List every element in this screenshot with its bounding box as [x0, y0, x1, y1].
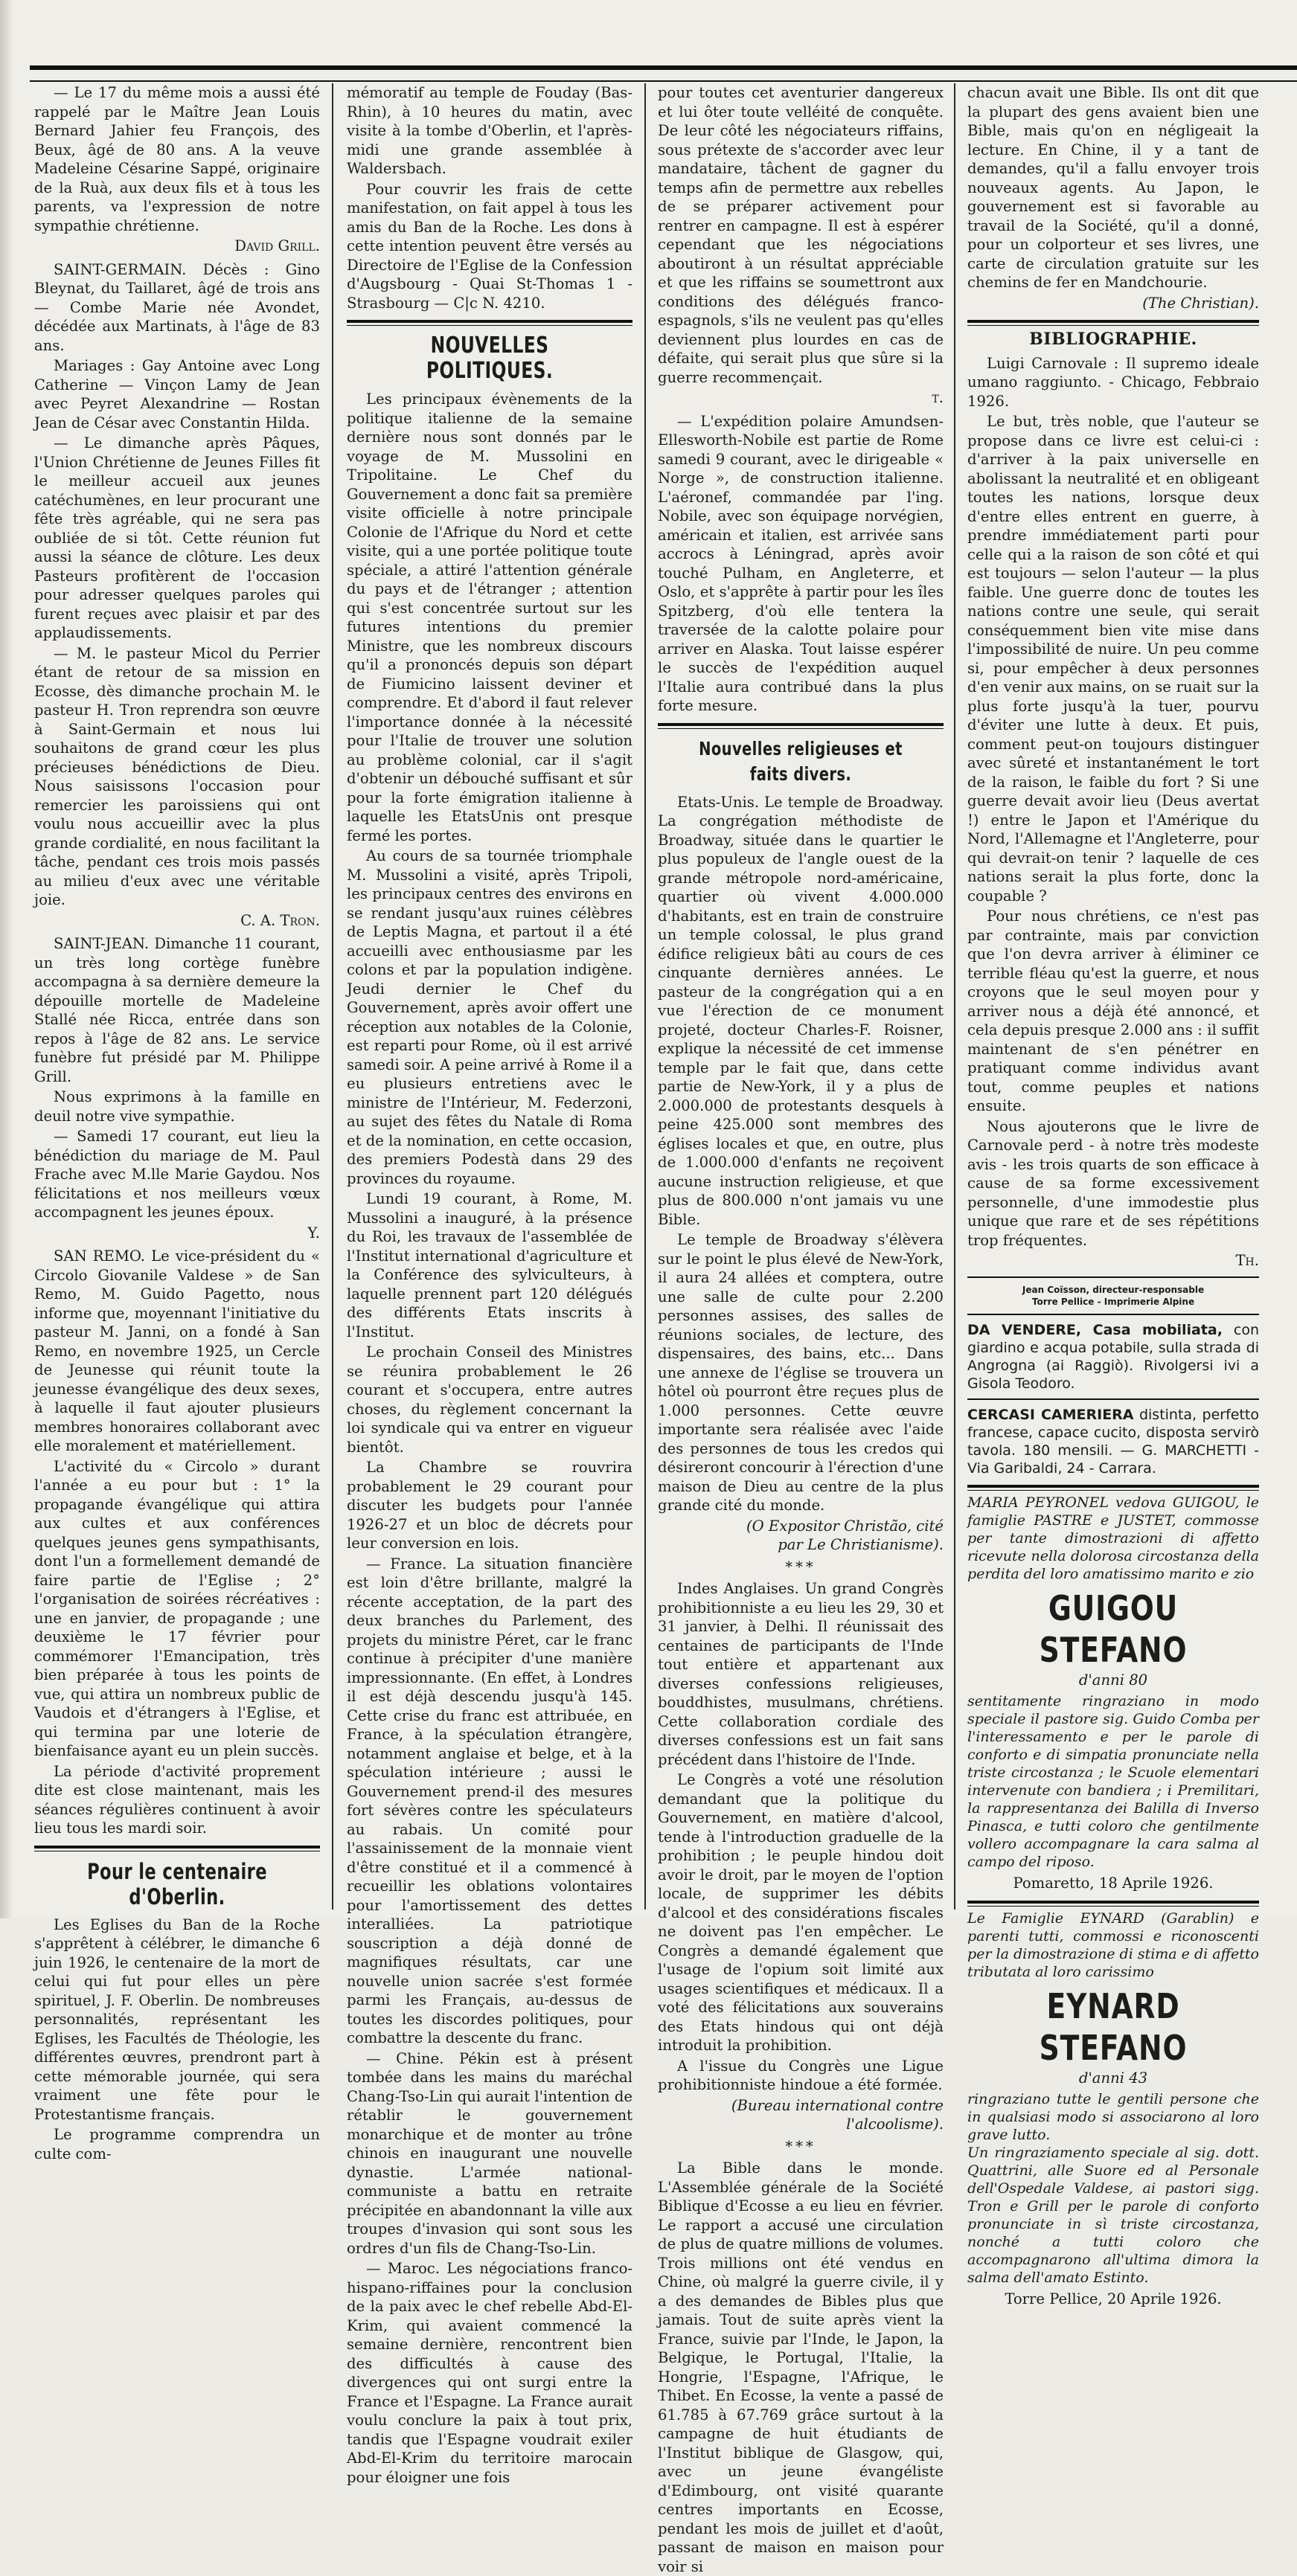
article-paragraph: — Le dimanche après Pâques, l'Union Chrétienne de Jeunes Filles fit le meilleur accueil aux jeunes catéchumènes, en leur procurant une fête très agréable, qui ne sera pas oubliée de si tôt. Cette réunion fut aussi la séance de clôture. Les deux Pasteurs profitèrent de l'occasion pour adresser quelques paroles qui furent reçues avec plaisir et par des applaudissements.	[34, 434, 320, 641]
section-rule	[967, 1901, 1259, 1907]
source-credit: (O Expositor Christão, cité	[746, 1517, 944, 1535]
article-paragraph: Etats-Unis. Le temple de Broadway. La congrégation méthodiste de Broadway, située dans le quartier le plus populeux de l'angle ouest de la grande métropole nord-américaine, quartier où vivent 4.000.000 d'habitants, est en train de construire un temple colossal, le plus grand édifice religieux bâti au cours de ces cinquante dernières années. Le pasteur de la congrégation qui a en vue l'érection de ce monument projeté, docteur Charles-F. Roisner, explique la nécessité de cet immense temple par le fait que, dans cette partie de New-York, il y a plus de 2.000.000 de protestants desquels à peine 425.000 sont membres des églises locales et que, en outre, plus de 1.000.000 d'enfants ne reçoivent aucune instruction religieuse, et que plus de 800.000 n'ont jamais vu une Bible.	[658, 793, 944, 1228]
article-paragraph: Le programme comprendra un culte com-	[34, 2126, 320, 2162]
page-edge-shadow	[0, 0, 13, 1918]
classified-ad-job	[967, 1406, 1259, 1477]
column-2	[347, 83, 633, 2486]
classified-ad-sale	[967, 1321, 1259, 1393]
obituary-age: d'anni 80	[1078, 1671, 1148, 1689]
article-paragraph: La période d'activité proprement dite est close maintenant, mais les séances régulières continuent à avoir lieu tous les mardi soir.	[34, 1762, 320, 1837]
article-paragraph: Les principaux évènements de la politique italienne de la semaine dernière nous sont donnés par le voyage de M. Mussolini en Tripolitaine. Le Chef du Gouvernement a donc fait sa première visite officielle à notre principale Colonie de l'Afrique du Nord et cette visite, qui a une portée politique toute spéciale, a attiré l'attention générale du pays et de l'étranger ; attention qui s'est concentrée surtout sur les futures intentions du premier Ministre, que les nombreux discours qu'il a prononcés depuis son départ de Fiumicino laissent deviner et comprendre. Et d'abord il faut relever l'importance donnée à la nécessité pour l'Italie de trouver une solution au problème colonial, car il s'agit d'obtenir un débouché suffisant et sûr pour la forte émigration italienne à laquelle les EtatsUnis ont presque fermé les portes.	[347, 391, 633, 844]
ad-body: con giardino e acqua potabile, sulla strada di Angrogna (ai Raggiò). Rivolgersi ivi a Gisola Teodoro.	[967, 1321, 1259, 1392]
article-paragraph: Au cours de sa tournée triomphale M. Mussolini a visité, après Tripoli, les principaux centres des environs en se rendant jusqu'aux ruines célèbres de Leptis Magna, et partout il a été accueilli avec enthousiasme par les colons et par la population indigène. Jeudi dernier le Chef du Gouvernement, après avoir offert une réception aux notables de la Colonie, est reparti pour Rome, où il est arrivé samedi soir. A peine arrivé à Rome il a eu plusieurs entretiens avec le ministre de l'Intérieur, M. Federzoni, au sujet des fêtes du Natale di Roma et de la nomination, en cette occasion, des premiers Podestà dans 29 des provinces du royaume.	[347, 847, 633, 1187]
bibliography-heading: BIBLIOGRAPHIE.	[1029, 330, 1197, 349]
article-paragraph: Mariages : Gay Antoine avec Long Catherine — Vinçon Lamy de Jean avec Peyret Alexandrine — Rostan Jean de César avec Constantin Hilda.	[34, 357, 320, 431]
source-credit: (The Christian).	[1142, 294, 1259, 312]
article-paragraph: pour toutes cet aventurier dangereux et lui ôter toute velléité de conquête. De leur côté les négociateurs riffains, sous prétexte de s'accorder avec leur mandataire, tâchent de gagner du temps afin de permettre aux rebelles de se préparer activement pour rentrer en campagne. Il est à espérer cependant que les négociations aboutiront à un résultat appréciable et que les riffains se soumettront aux conditions des délégués franco-espagnols, s'ils ne veulent pas qu'elles deviennent plus lourdes en cas de défaite, qui serait plus que sûre si la guerre recommençait.	[658, 84, 944, 386]
column-divider	[644, 83, 646, 1909]
article-paragraph: Le prochain Conseil des Ministres se réunira probablement le 26 courant et s'occupera, entre autres choses, du règlement concernant la loi syndicale qui va entrer en vigueur bientôt.	[347, 1343, 633, 1456]
article-paragraph: Indes Anglaises. Un grand Congrès prohibitionniste a eu lieu les 29, 30 et 31 janvier, à Delhi. Il réunissait des centaines de participants de l'Inde tout entière et appartenant aux diverses confessions religieuses, bouddhistes, musulmans, chrétiens. Cette collaboration cordiale des diverses confessions est un fait sans précédent dans l'histoire de l'Inde.	[658, 1580, 944, 1768]
article-paragraph: Lundi 19 courant, à Rome, M. Mussolini a inauguré, à la présence du Roi, les travaux de l'assemblée de l'Institut international d'agriculture et la Conférence des sylviculteurs, à laquelle prennent part 120 délégués des différents Etats inscrits à l'Institut.	[347, 1190, 633, 1340]
column-divider	[332, 83, 333, 1909]
obituary-place-date: Pomaretto, 18 Aprile 1926.	[1013, 1875, 1214, 1892]
religion-heading: Nouvelles religieuses et faits divers.	[699, 737, 903, 785]
imprint-printer: Torre Pellice - Imprimerie Alpine	[1031, 1296, 1195, 1307]
signature: t.	[932, 389, 944, 406]
obituary-notice-intro: Le Famiglie EYNARD (Garablin) e parenti tutti, commossi e riconoscenti per la dimostrazione di stima e di affetto tributata al loro carissimo	[967, 1909, 1259, 1980]
article-paragraph: Les Eglises du Ban de la Roche s'apprêtent à célébrer, le dimanche 6 juin 1926, le centenaire de la mort de celui qui fut pour elles un père spirituel, J. F. Oberlin. De nombreuses personnalités, représentant les Eglises, les Facultés de Théologie, les différentes œuvres, prendront part à cette mémorable journée, qui sera vraiment une fête pour le Protestantisme français.	[34, 1915, 320, 2123]
article-paragraph: — Maroc. Les négociations franco-hispano-riffaines pour la conclusion de la paix avec le chef rebelle Abd-El-Krim, qui avaient commencé la semaine dernière, rencontrent bien des difficultés à cause des divergences qui ont surgi entre la France et l'Espagne. La France aurait voulu conclure la paix à tout prix, tandis que l'Espagne voudrait exiler Abd-El-Krim du territoire marocain pour éloigner une fois	[347, 2260, 633, 2486]
article-paragraph: L'activité du « Circolo » durant l'année a eu pour but : 1° la propagande évangélique qui attira aux cultes et aux conférences quelques jeunes gens sympathisants, dont l'un a formellement demandé de faire partie de l'Eglise ; 2° l'organisation de soirées récréatives : une en janvier, de propagande ; une deuxième le 17 février pour commémorer l'Emancipation, très bien préparée à tous les points de vue, qui attira un nombreux public de Vaudois et d'étrangers à l'Eglise, et qui termina par une loterie de bienfaisance ayant eu un plein succès.	[34, 1457, 320, 1759]
source-credit: (Bureau international contre l'alcoolisme).	[731, 2096, 944, 2133]
column-4	[967, 83, 1259, 2307]
article-paragraph: SAN REMO. Le vice-président du « Circolo Giovanile Valdese » de San Remo, M. Guido Pagetto, nous informe que, moyennant l'initiative du pasteur M. Janni, on a fondé à San Remo, en novembre 1925, un Cercle de Jeunesse qui réunit toute la jeunesse évangélique des deux sexes, à laquelle il faut ajouter plusieurs membres honoraires collaborant avec elle moralement et matériellement.	[34, 1247, 320, 1454]
article-paragraph: La Chambre se rouvrira probablement le 29 courant pour discuter les budgets pour l'année 1926-27 et un bloc de décrets pour leur conversion en lois.	[347, 1459, 633, 1552]
obituary-age: d'anni 43	[1078, 2069, 1148, 2087]
section-rule	[967, 1276, 1259, 1278]
section-rule	[967, 1485, 1259, 1491]
article-paragraph: — Le 17 du même mois a aussi été rappelé par le Maître Jean Louis Bernard Jahier feu François, des Beux, âgé de 80 ans. A la veuve Madeleine Césarine Sappé, originaire de la Ruà, aux deux fils et à tous les parents, va l'expression de notre sympathie chrétienne.	[34, 84, 320, 234]
article-paragraph: Le but, très noble, que l'auteur se propose dans ce livre est celui-ci : d'arriver à la paix universelle en abolissant la neutralité et en obligeant toutes les nations, lorsque deux d'entre elles entrent en guerre, à prendre immédiatement parti pour celle qui a la raison de son côté et qui est toujours — selon l'auteur — la plus faible. Une guerre donc de toutes les nations contre une seule, qui serait conséquemment bien vite mise dans l'impossibilité de nuire. Un peu comme si, pour empêcher à deux personnes d'en venir aux mains, on se ruait sur la plus forte jusqu'à la tuer, pourvu d'éviter une lutte à deux. Et puis, comment peut-on toujours distinguer avec sûreté et instantanément le tort de la raison, le faible du fort ? Si une guerre devait avoir lieu (Deus avertat !) entre le Japon et l'Amérique du Nord, l'Allemagne et l'Angleterre, pour qui devrait-on tenir ? laquelle de ces nations serait la plus forte, donc la coupable ?	[967, 413, 1259, 905]
article-paragraph: Pour couvrir les frais de cette manifestation, on fait appel à tous les amis du Ban de la Roche. Les dons à cette intention peuvent être versés au Directoire de l'Eglise de la Confession d'Augsbourg - Quai St-Thomas 1 - Strasbourg — C|c N. 4210.	[347, 180, 633, 312]
signature: Th.	[1235, 1252, 1259, 1269]
article-paragraph: — France. La situation financière est loin d'être brillante, malgré la récente acceptation, de la part des deux branches du Parlement, des projets du ministre Péret, car le franc continue à précipiter d'une manière impressionnante. (En effet, à Londres il est déjà descendu jusqu'à 145. Cette crise du franc est attribuée, en France, à la spéculation étrangère, notamment anglaise et belge, et à la spéculation intérieure ; aussi le Gouvernement prend-il des mesures fort sévères contre les spéculateurs au rabais. Un comité pour l'assainissement de la monnaie vient d'être constitué et il a commencé à recueillir les oblations volontaires pour l'amortissement des dettes interalliées. La patriotique souscription a déjà donné de magnifiques résultats, car une nouvelle union sacrée s'est formée parmi les Français, au-dessus de toutes les discordes politiques, pour combattre la descente du franc.	[347, 1555, 633, 2046]
article-paragraph: La Bible dans le monde. L'Assemblée générale de la Société Biblique d'Ecosse a eu lieu en février. Le rapport a accusé une circulation de plus de quatre millions de volumes. Trois millions ont été vendus en Chine, où malgré la guerre civile, il y a des demandes de Bibles plus que jamais. Tout de suite après vient la France, suivie par l'Inde, le Japon, la Belgique, le Portugal, l'Italie, la Hongrie, l'Espagne, l'Afrique, le Thibet. En Ecosse, la vente a passé de 61.785 à 67.769 grâce surtout à la campagne de huit étudiants de l'Institut biblique de Glasgow, qui, avec un jeune évangéliste d'Edimbourg, ont visité quarante centres importants en Ecosse, pendant les mois de juillet et d'août, passant de maison en maison pour voir si	[658, 2159, 944, 2575]
source-credit: par Le Christianisme).	[778, 1536, 944, 1553]
section-rule	[967, 320, 1259, 326]
column-3	[658, 83, 944, 2575]
article-paragraph: — L'expédition polaire Amundsen-Ellesworth-Nobile est partie de Rome samedi 9 courant, avec le dirigeable « Norge », de construction italienne. L'aéronef, commandée par l'ing. Nobile, avec son équipage norvégien, américain et italien, est arrivée sans accrocs à Léningrad, après avoir touché Pulham, en Angleterre, et Oslo, et s'apprête à partir pour les îles Spitzberg, d'où elle tentera la traversée de la calotte polaire pour arriver en Alaska. Tout laisse espérer le succès de l'expédition auquel l'Italie aura contribué dans la plus forte mesure.	[658, 412, 944, 714]
oberlin-heading: Pour le centenaire d'Oberlin.	[87, 1858, 267, 1909]
article-paragraph: Nous exprimons à la famille en deuil notre vive sympathie.	[34, 1088, 320, 1125]
article-paragraph: Le Congrès a voté une résolution demandant que la politique du Gouvernement, en matière d'alcool, tende à l'introduction graduelle de la prohibition ; le peuple hindou doit avoir le droit, par le moyen de l'option locale, de supprimer les débits d'alcool et des considérations fiscales ne doivent pas l'en empêcher. Le Congrès a demandé également que l'usage de l'opium soit limité aux usages scientifiques et médicaux. Il a voté des félicitations aux souverains des Etats hindous qui ont déjà introduit la prohibition.	[658, 1771, 944, 2054]
article-paragraph: mémoratif au temple de Fouday (Bas-Rhin), à 10 heures du matin, avec visite à la tombe d'Oberlin, et l'après-midi une grande assemblée à Waldersbach.	[347, 84, 633, 177]
header-rule	[30, 65, 1297, 82]
obituary-notice-intro: MARIA PEYRONEL vedova GUIGOU, le famiglie PASTRE e JUSTET, commosse per tante dimostrazioni di affetto ricevute nella dolorosa circostanza della perdita del loro amatissimo marito e zio	[967, 1494, 1259, 1582]
ad-heading: CERCASI CAMERIERA	[967, 1406, 1134, 1423]
article-paragraph: SAINT-JEAN. Dimanche 11 courant, un très long cortège funèbre accompagna à sa dernière demeure la dépouille mortelle de Madeleine Stallé née Ricca, entrée dans son repos à l'âge de 82 ans. Le service funèbre fut présidé par M. Philippe Grill.	[34, 935, 320, 1085]
section-rule	[347, 320, 633, 326]
imprint-director: Jean Coïsson, directeur-responsable	[1022, 1284, 1205, 1295]
separator-stars: ***	[785, 2137, 816, 2155]
column-divider	[954, 83, 955, 1909]
obituary-name: EYNARD STEFANO	[1039, 1985, 1188, 2068]
ad-body: distinta, perfetto francese, capace cucito, disposta servirò tavola. 180 mensili. — G. MARCHETTI - Via Garibaldi, 24 - Carrara.	[967, 1406, 1259, 1477]
ad-heading: DA VENDERE, Casa mobiliata,	[967, 1321, 1223, 1338]
obituary-notice-body: ringraziano tutte le gentili persone che in qualsiasi modo si associarono al loro grave lutto.	[967, 2091, 1259, 2143]
section-rule	[658, 723, 944, 729]
signature: C. A. Tron.	[240, 911, 320, 929]
article-paragraph: Le temple de Broadway s'élèvera sur le point le plus élevé de New-York, il aura 24 allées et comptera, outre une salle de culte pour 2.200 personnes assises, des salles de réunions sociales, de lecture, des dispensaires, des bains, etc... Dans une annexe de l'église se trouvera un hôtel où pourront être reçues plus de 1.000 personnes. Cette œuvre importante sera réalisée avec l'aide des personnes de tous les credos qui désireront concourir à l'érection d'une maison de Dieu au centre de la plus grande cité du monde.	[658, 1231, 944, 1514]
article-paragraph: SAINT-GERMAIN. Décès : Gino Bleynat, du Taillaret, âgé de trois ans — Combe Marie née Avondet, décédée aux Martinats, à l'âge de 83 ans.	[34, 260, 320, 354]
article-paragraph: Nous ajouterons que le livre de Carnovale perd - à notre très modeste avis - les trois quarts de son efficace à cause de sa forme excessivement personnelle, d'une immodestie plus unique que rare et de ses répétitions trop fréquentes.	[967, 1117, 1259, 1249]
article-paragraph: Pour nous chrétiens, ce n'est pas par contrainte, mais par conviction que l'on devra arriver à éliminer ce terrible fléau qu'est la guerre, et nous croyons que le seul moyen pour y arriver nous a déjà été annoncé, et cela depuis presque 2.000 ans : il suffit maintenant de s'en pénétrer en pratiquant comme individus avant tout, comme peuples et nations ensuite.	[967, 908, 1259, 1114]
obituary-notice-body: sentitamente ringraziano in modo speciale il pastore sig. Guido Comba per l'interessamento e per le parole di conforto e di simpatia pronunciate nella triste circostanza ; le Scuole elementari intervenute con bandiera ; i Premilitari, la rappresentanza dei Balilla di Inverso Pinasca, e tutti coloro che gentilmente vollero accompagnare la cara salma al campo del riposo.	[967, 1693, 1259, 1870]
article-paragraph: — Chine. Pékin est à présent tombée dans les mains du maréchal Chang-Tso-Lin qui aurait l'intention de rétablir le gouvernement monarchique et de monter au trône chinois en inaugurant une nouvelle dynastie. L'armée national-communiste a battu en retraite précipitée en abandonnant la ville aux troupes d'invasion qui sont sous les ordres d'un fils de Chang-Tso-Lin.	[347, 2049, 633, 2257]
section-rule	[34, 1846, 320, 1851]
article-paragraph: chacun avait une Bible. Ils ont dit que la plupart des gens avaient bien une Bible, mais qu'on en négligeait la lecture. En Chine, il y a tant de demandes, qu'il a fallu envoyer trois nouveaux agents. Au Japon, le gouvernement est si favorable au travail de la Société, qu'il a donné, pour un colporteur et ses livres, une carte de circulation gratuite sur les chemins de fer en Mandchourie.	[967, 84, 1259, 291]
section-rule	[967, 1314, 1259, 1315]
article-paragraph: — M. le pasteur Micol du Perrier étant de retour de sa mission en Ecosse, dès dimanche prochain M. le pasteur H. Tron reprendra son œuvre à Saint-Germain et nous lui souhaitons de grand cœur les plus précieuses bénédictions de Dieu. Nous saisissons l'occasion pour remercier les paroissiens qui ont voulu nous accueillir avec la plus grande cordialité, en nous facilitant la tâche, pendant ces trois mois passés au milieu d'eux avec une véritable joie.	[34, 644, 320, 908]
column-1	[34, 83, 320, 2162]
signature: David Grill.	[234, 237, 320, 254]
obituary-notice-body: Un ringraziamento speciale al sig. dott. Quattrini, alle Suore ed al Personale dell'Ospedale Valdese, ai pastori sigg. Tron e Grill per le parole di conforto pronunciate in sì triste circostanza, nonché a tutti coloro che accompagnarono all'ultima dimora la salma dell'amato Estinto.	[967, 2145, 1259, 2286]
article-paragraph: A l'issue du Congrès une Ligue prohibitionniste hindoue a été formée.	[658, 2057, 944, 2093]
article-paragraph: — Samedi 17 courant, eut lieu la bénédiction du mariage de M. Paul Frache avec M.lle Marie Gaydou. Nos félicitations et nos meilleurs vœux accompagnent les jeunes époux.	[34, 1128, 320, 1221]
section-rule	[967, 1398, 1259, 1400]
obituary-place-date: Torre Pellice, 20 Aprile 1926.	[1005, 2290, 1222, 2307]
politics-heading: NOUVELLES POLITIQUES.	[426, 333, 554, 384]
obituary-name: GUIGOU STEFANO	[1039, 1587, 1188, 1670]
book-citation: Luigi Carnovale : Il supremo ideale umano raggiunto. - Chicago, Febbraio 1926.	[967, 354, 1259, 410]
signature: Y.	[307, 1224, 320, 1242]
separator-stars: ***	[785, 1558, 816, 1576]
